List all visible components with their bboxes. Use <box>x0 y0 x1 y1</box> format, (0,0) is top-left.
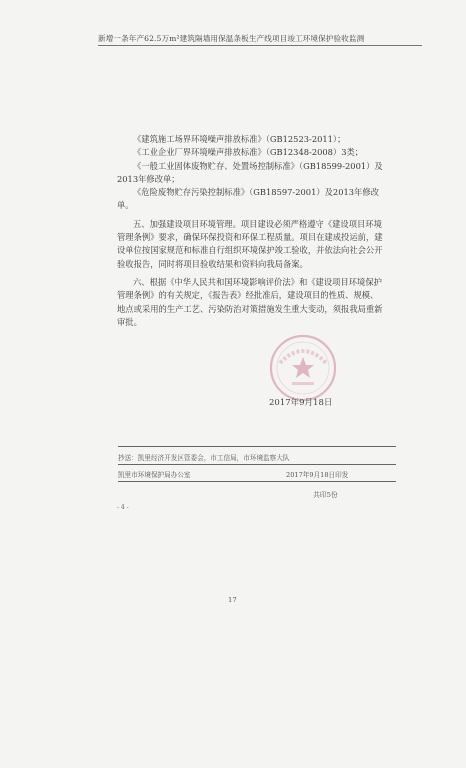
running-header: 新增一条年产62.5万m²建筑隔墙用保温条板生产线项目竣工环境保护验收监测 <box>98 34 365 43</box>
standard-line-noise-industrial: 《工业企业厂界环境噪声排放标准》（GB12348-2008）3类； <box>133 147 364 158</box>
footer-rule-top <box>118 446 396 447</box>
standard-line-noise-construction: 《建筑施工场界环境噪声排放标准》（GB12523-2011）； <box>133 134 346 144</box>
page-number: 17 <box>228 596 237 604</box>
standard-line-hazardous-waste: 《危险废物贮存污染控制标准》（GB18597-2001）及2013年修改单。 <box>117 187 379 211</box>
issuing-office: 凯里市环境保护局办公室 <box>118 471 191 479</box>
standard-line-solid-waste: 《一般工业固体废物贮存、处置场控制标准》（GB18599-2001）及2013年修改单； <box>117 160 383 184</box>
official-seal <box>268 333 338 403</box>
issue-date: 2017年9月18日印发 <box>286 471 349 479</box>
footer-rule-bottom <box>118 481 396 482</box>
signature-date: 2017年9月18日 <box>269 398 333 408</box>
document-body <box>117 133 385 329</box>
clause-six: 六、根据《中华人民共和国环境影响评价法》和《建设项目环境保护管理条例》的有关规定，《报告表》经批准后，建设项目的性质、规模、地点或采用的生产工艺、污染防治对策措施发生重大变动，须报我局重新审批。 <box>117 276 383 327</box>
cc-recipients: 抄送：凯里经济开发区管委会，市工信局，市环境监察大队 <box>118 454 290 462</box>
copy-count: 共印5份 <box>313 491 338 499</box>
header-divider <box>98 45 422 46</box>
clause-five: 五、加强建设项目环境管理。项目建设必须严格遵守《建设项目环境管理条例》要求，确保环保投资和环保工程质量。项目在建成投运前，建设单位按国家规范和标准自行组织环境保护竣工验收，并依法向社会公开验收报告，同时将项目验收结果和资料向我局备案。 <box>117 218 383 269</box>
inner-page-number: - 4 - <box>117 504 129 511</box>
footer-rule-middle <box>118 464 396 465</box>
